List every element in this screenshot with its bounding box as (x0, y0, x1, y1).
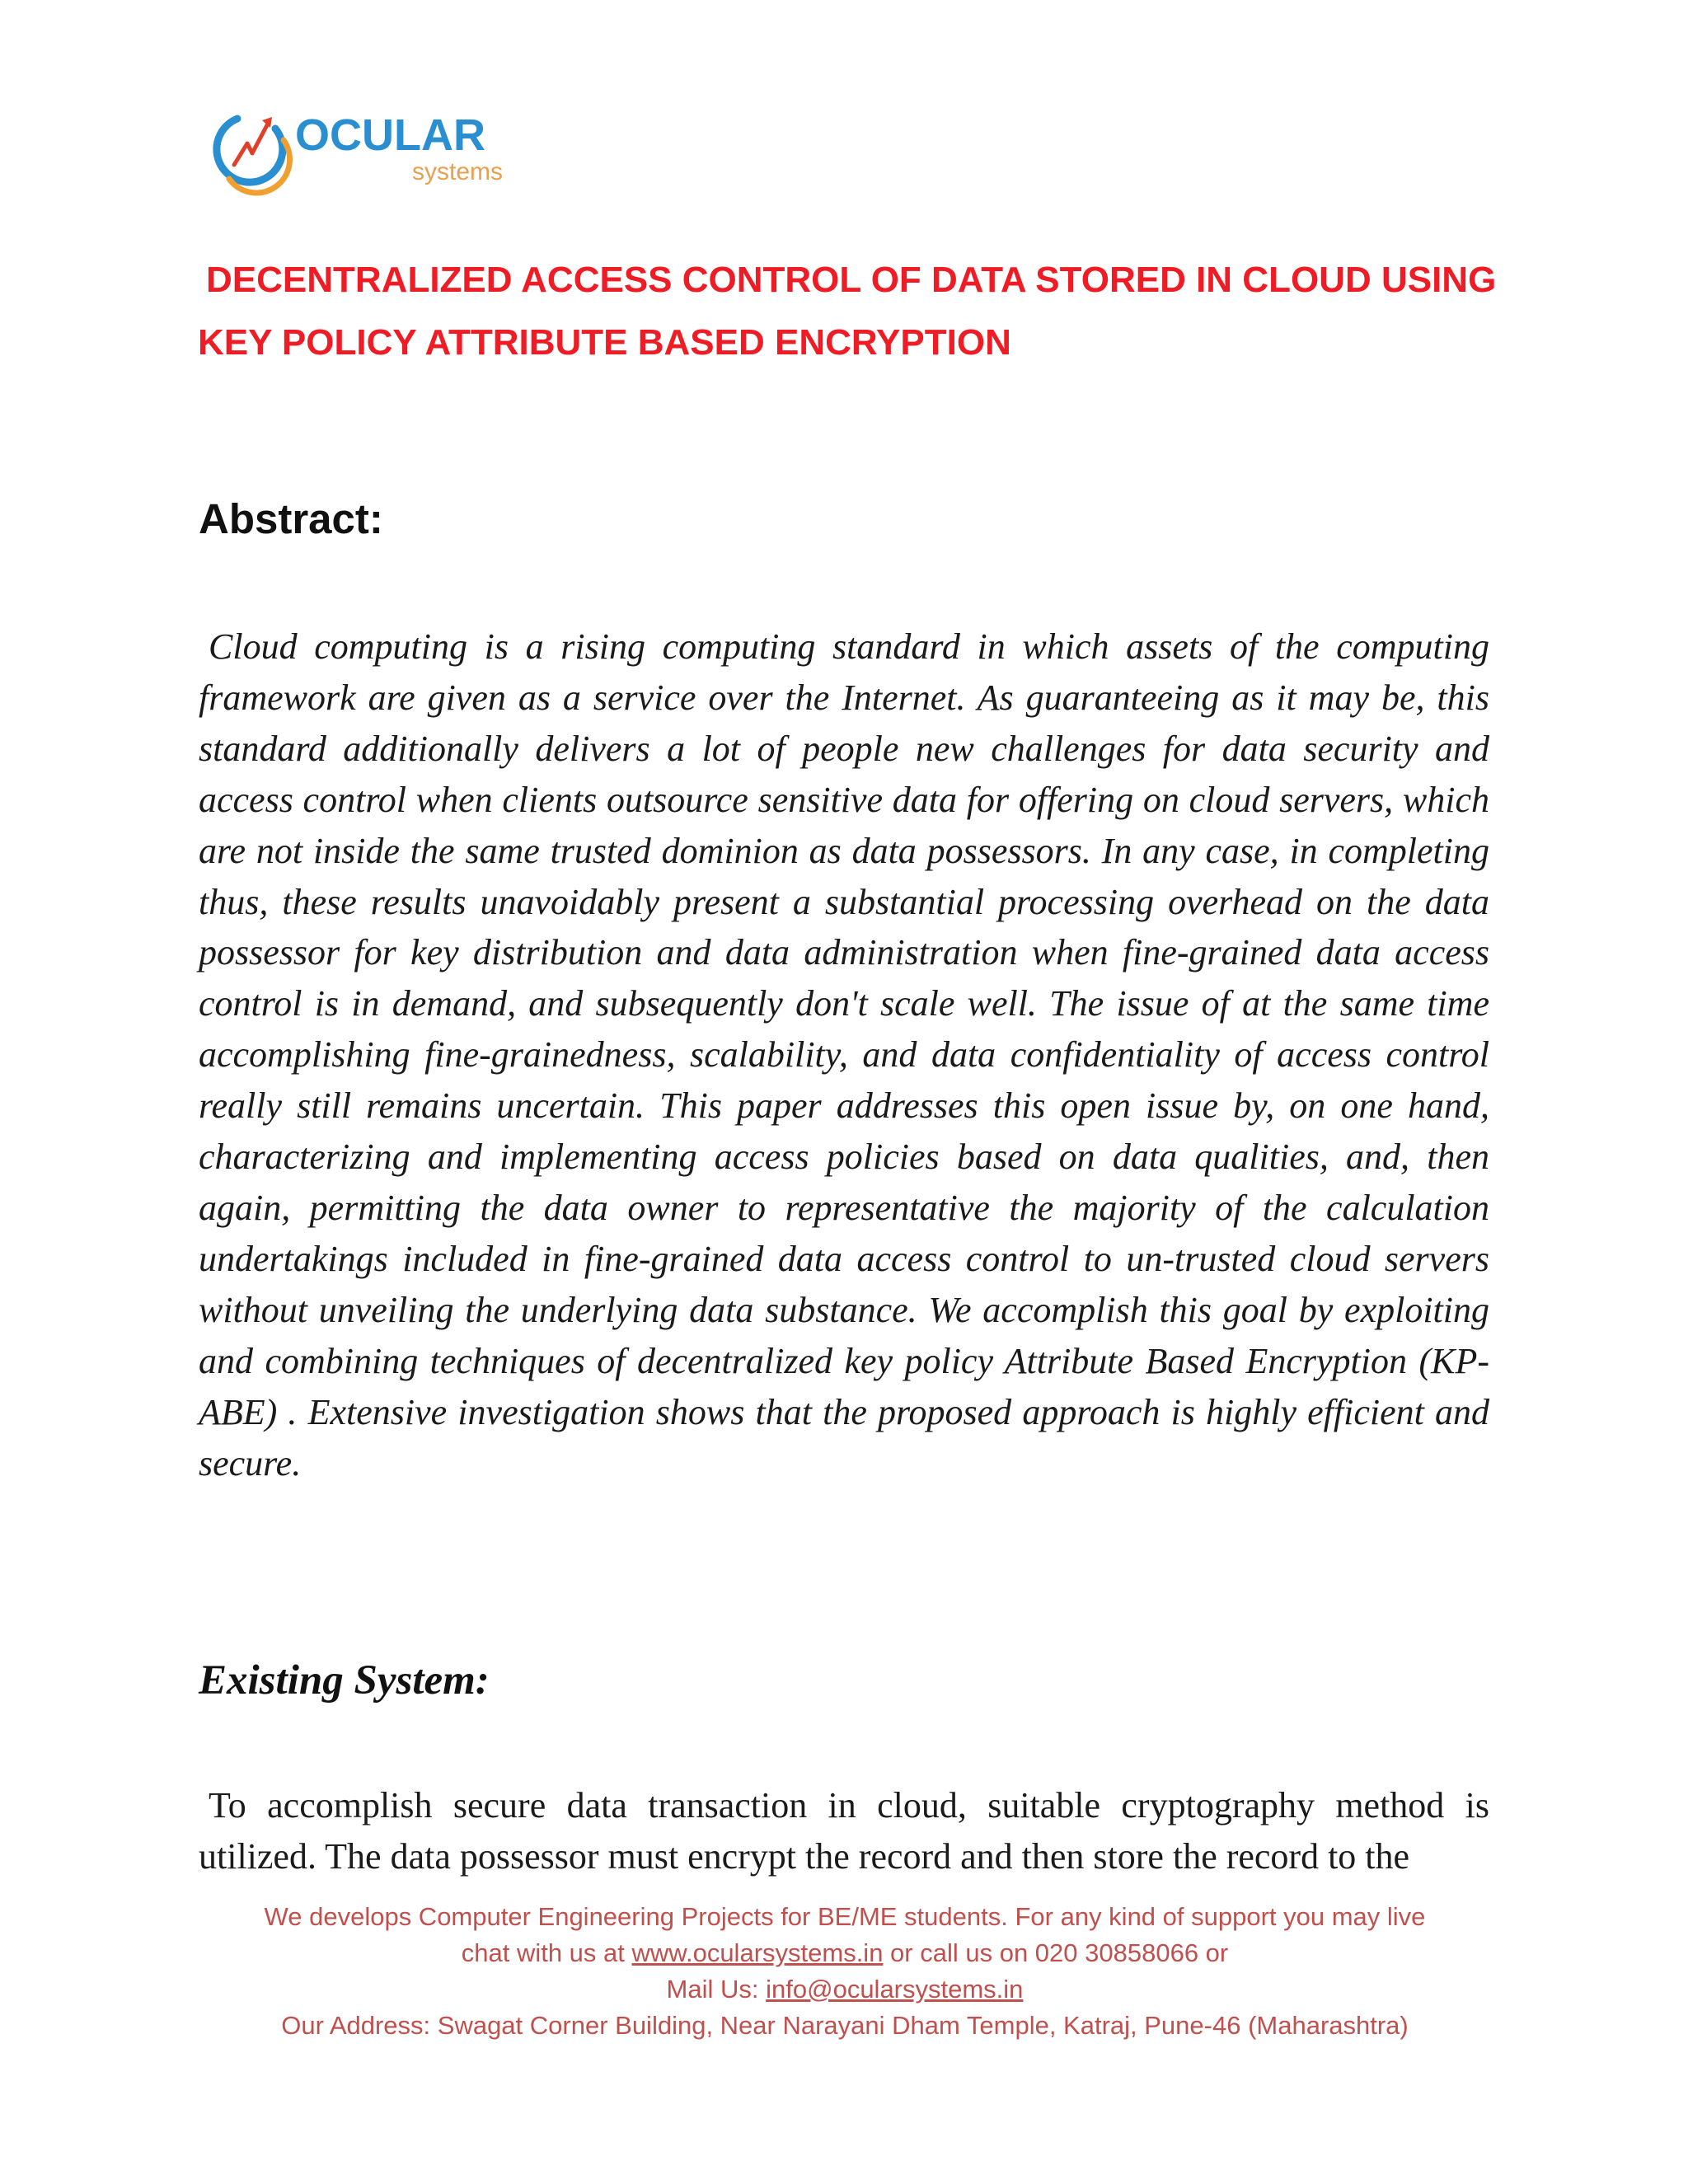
company-logo (204, 101, 559, 199)
footer-chat-text: chat with us at (461, 1938, 632, 1967)
ocular-logo-icon (204, 101, 559, 199)
footer-line-2 (148, 1935, 1541, 1971)
footer-mail-label: Mail Us: (666, 1975, 767, 2004)
website-link[interactable]: www.ocularsystems.in (631, 1938, 884, 1967)
title-line-1: DECENTRALIZED ACCESS CONTROL OF DATA STORED IN CLOUD USING (206, 260, 1497, 300)
abstract-heading: Abstract: (199, 495, 383, 542)
footer-line-1: We develops Computer Engineering Projects for BE/ME students. For any kind of support you may live (264, 1902, 1426, 1931)
existing-system-heading: Existing System: (199, 1657, 490, 1704)
page-footer (148, 1899, 1541, 2044)
existing-system-body: To accomplish secure data transaction in cloud, suitable cryptography method is utilized. The data possessor must encrypt the record and then store the record to the (199, 1785, 1489, 1877)
footer-address: Our Address: Swagat Corner Building, Near Narayani Dham Temple, Katraj, Pune-46 (Maharashtra) (281, 2011, 1409, 2040)
footer-line-3 (148, 1971, 1541, 2008)
email-link[interactable]: info@ocularsystems.in (766, 1975, 1024, 2004)
svg-text:systems: systems (412, 158, 504, 185)
title-line-2: KEY POLICY ATTRIBUTE BASED ENCRYPTION (198, 322, 1011, 363)
footer-call-text: or call us on 020 30858066 or (883, 1938, 1229, 1967)
abstract-body: Cloud computing is a rising computing standard in which assets of the computing framework are given as a service over the Internet. As guaranteeing as it may be, this standard additionally delivers a lot of people new challenges for data security and access control when clients outsource sensitive data for offering on cloud servers, which are not inside the same trusted dominion as data possessors. In any case, in completing thus, these results unavoidably present a substantial processing overhead on the data possessor for key distribution and data administration when fine-grained data access control is in demand, and subsequently don't scale well. The issue of at the same time accomplishing fine-grainedness, scalability, and data confidentiality of access control really still remains uncertain. This paper addresses this open issue by, on one hand, characterizing and implementing access policies based on data qualities, and, then again, permitting the data owner to representative the majority of the calculation undertakings included in fine-grained data access control to un-trusted cloud servers without unveiling the underlying data substance. We accomplish this goal by exploiting and combining techniques of decentralized key policy Attribute Based Encryption (KP-ABE) . Extensive investigation shows that the proposed approach is highly efficient and secure. (199, 626, 1489, 1483)
svg-text:OCULAR: OCULAR (295, 110, 485, 160)
document-title (198, 249, 1500, 374)
